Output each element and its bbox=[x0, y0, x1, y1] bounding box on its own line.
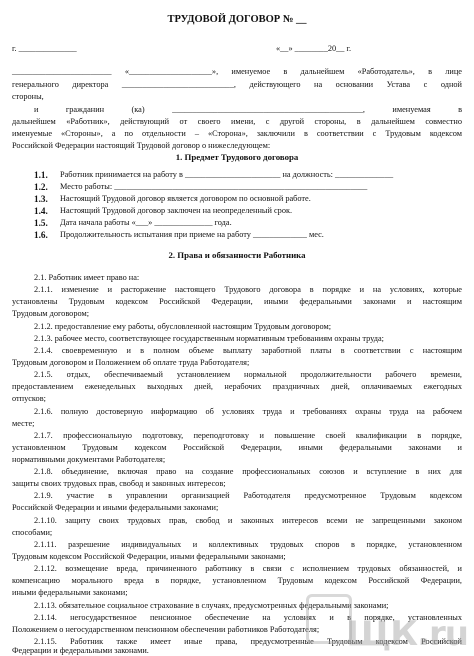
clause-line: 2.1.4. своевременную и в полном объеме выплату заработной платы в соответствии с настоящим bbox=[34, 346, 462, 355]
clause-line: 2.1.10. защиту своих трудовых прав, свобод и законных интересов всеми не запрещенными законом bbox=[34, 516, 462, 525]
watermark: ЩК.ru bbox=[346, 614, 468, 654]
item-number: 1.3. bbox=[34, 194, 48, 204]
clause-line: 2.1.12. возмещение вреда, причиненного работнику в связи с исполнением трудовых обязанностей, и bbox=[34, 564, 462, 573]
clause-line: 2.1. Работник имеет право на: bbox=[34, 273, 140, 282]
preamble-line: стороны, bbox=[12, 92, 44, 101]
date-line: «__» ________20__ г. bbox=[276, 44, 352, 53]
clause-line: отпусков; bbox=[12, 394, 46, 403]
clause-line: Трудовым договором; bbox=[12, 309, 90, 318]
clause-line: Трудовым договором и Положением об оплате труда Работодателя; bbox=[12, 358, 250, 367]
clause-line: компенсацию морального вреда в порядке, установленном Трудовым кодексом Российской Федерации, bbox=[12, 576, 462, 585]
item-number: 1.2. bbox=[34, 182, 48, 192]
preamble-line: дальнейшем «Работник», действующий от своего имени, с другой стороны, в дальнейшем совместно bbox=[12, 117, 462, 126]
clause-line: иными федеральными законами; bbox=[12, 588, 128, 597]
clause-line: нормативными документами Работодателя; bbox=[12, 455, 166, 464]
clause-line: 2.1.8. объединение, включая право на создание профессиональных союзов и вступление в них для bbox=[34, 467, 462, 476]
item-number: 1.5. bbox=[34, 218, 48, 228]
clause-line: 2.1.11. разрешение индивидуальных и коллективных трудовых споров в порядке, установленном bbox=[34, 540, 462, 549]
item-text: Место работы: _____________________________________________________________ bbox=[60, 182, 368, 191]
clause-line: 2.1.1. изменение и расторжение настоящего Трудового договора в порядке и на условиях, которые bbox=[34, 285, 462, 294]
item-text: Дата начала работы «___» ______________ года. bbox=[60, 218, 232, 227]
preamble-line: именуемые «Стороны», а по отдельности – «Сторона», заключили в соответствии с Трудовым кодексом bbox=[12, 129, 462, 138]
document-title: ТРУДОВОЙ ДОГОВОР № __ bbox=[167, 14, 307, 25]
watermark-logo-icon bbox=[306, 594, 352, 644]
clause-line: способами; bbox=[12, 528, 53, 537]
clause-line: 2.1.9. участие в управлении организацией Работодателя предусмотренное Трудовым кодексом bbox=[34, 491, 462, 500]
clause-line: 2.1.3. рабочее место, соответствующее государственным нормативным требованиям охраны труда; bbox=[34, 334, 384, 343]
preamble-line: ________________________ «____________________», именуемое в дальнейшем «Работодатель», в лице bbox=[12, 67, 462, 76]
clause-line: установлены Трудовым кодексом Российской Федерации, иными федеральными законами и настоящим bbox=[12, 297, 462, 306]
clause-line: 2.1.15. Работник также имеет иные права, предусмотренные Трудовым кодексом Российской bbox=[34, 637, 462, 646]
item-text: Настоящий Трудовой договор является договором по основной работе. bbox=[60, 194, 311, 203]
clause-line: защиты своих трудовых прав, свобод и законных интересов; bbox=[12, 479, 226, 488]
clause-line: 2.1.6. полную достоверную информацию об условиях труда и требованиях охраны труда на рабочем bbox=[34, 407, 462, 416]
clause-line: Федерации и федеральными законами. bbox=[12, 646, 149, 655]
clause-line: месте; bbox=[12, 419, 35, 428]
clause-line: предоставлением еженедельных выходных дней, нерабочих праздничных дней, оплачиваемых ежегодных bbox=[12, 382, 462, 391]
clause-line: 2.1.2. предоставление ему работы, обусловленной настоящим Трудовым договором; bbox=[34, 322, 332, 331]
item-number: 1.4. bbox=[34, 206, 48, 216]
city-line: г. ______________ bbox=[12, 44, 77, 53]
clause-line: Российской Федерации и иными федеральными законами; bbox=[12, 503, 219, 512]
clause-line: 2.1.5. отдых, обеспечиваемый установлением нормальной продолжительности рабочего времени, bbox=[34, 370, 462, 379]
clause-line: 2.1.14. негосударственное пенсионное обеспечение на условиях и в порядке, установленных bbox=[34, 613, 462, 622]
item-text: Продолжительность испытания при приеме на работу _____________ мес. bbox=[60, 230, 324, 239]
clause-line: 2.1.13. обязательное социальное страхование в случаях, предусмотренных федеральными законами; bbox=[34, 601, 389, 610]
preamble-line: генерального директора ___________________________, действующего на основании Устава с одной bbox=[12, 80, 462, 89]
item-text: Работник принимается на работу в _______________________ на должность: ______________ bbox=[60, 170, 394, 179]
clause-line: установленном Трудовым кодексом Российской Федерации, иными федеральными законами и bbox=[12, 443, 462, 452]
preamble-line: и гражданин (ка) ______________________________________________, именуемая в bbox=[34, 105, 462, 114]
item-number: 1.1. bbox=[34, 170, 48, 180]
clause-line: Трудовым кодексом Российской Федерации, иными федеральными законами; bbox=[12, 552, 286, 561]
item-number: 1.6. bbox=[34, 230, 48, 240]
section-1-heading: 1. Предмет Трудового договора bbox=[175, 152, 299, 162]
clause-line: Положением о негосударственном пенсионном обеспечении работников Работодателя; bbox=[12, 625, 320, 634]
clause-line: 2.1.7. профессиональную подготовку, переподготовку и повышение своей квалификации в порядке, bbox=[34, 431, 462, 440]
item-text: Настоящий Трудовой договор заключен на неопределенный срок. bbox=[60, 206, 293, 215]
section-2-heading: 2. Права и обязанности Работника bbox=[168, 250, 306, 260]
preamble-line: Российской Федерации настоящий Трудовой договор о нижеследующем: bbox=[12, 141, 271, 150]
